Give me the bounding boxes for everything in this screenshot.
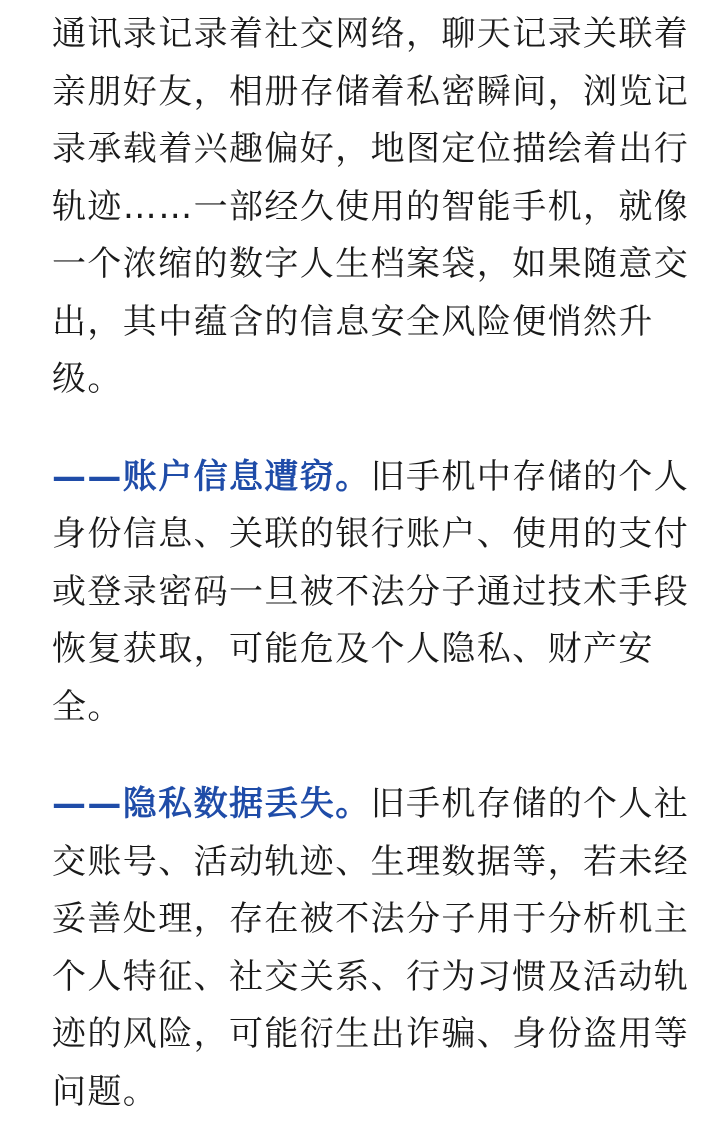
- text-line: 问题。: [52, 1064, 682, 1121]
- text-line: 交账号、活动轨迹、生理数据等，若未经: [52, 834, 682, 892]
- privacy-loss-paragraph: [52, 776, 682, 1121]
- text-line: [52, 449, 682, 507]
- account-theft-heading: ——账户信息遭窃。: [52, 457, 371, 497]
- text-fragment: 旧手机中存储的个人: [371, 457, 690, 497]
- intro-paragraph: [52, 6, 682, 409]
- text-fragment: 旧手机存储的个人社: [371, 784, 690, 824]
- text-line: 轨迹……一部经久使用的智能手机，就像: [52, 179, 682, 237]
- text-line: 一个浓缩的数字人生档案袋，如果随意交: [52, 236, 682, 294]
- text-line: 个人特征、社交关系、行为习惯及活动轨: [52, 949, 682, 1007]
- privacy-loss-heading: ——隐私数据丢失。: [52, 784, 371, 824]
- text-line: 迹的风险，可能衍生出诈骗、身份盗用等: [52, 1006, 682, 1064]
- text-line: 通讯录记录着社交网络，聊天记录关联着: [52, 6, 682, 64]
- text-line: 亲朋好友，相册存储着私密瞬间，浏览记: [52, 64, 682, 122]
- text-line: 妥善处理，存在被不法分子用于分析机主: [52, 891, 682, 949]
- text-line: 出，其中蕴含的信息安全风险便悄然升: [52, 294, 682, 352]
- text-line: [52, 776, 682, 834]
- account-theft-paragraph: [52, 449, 682, 737]
- text-line: 级。: [52, 351, 682, 409]
- article-body: [52, 6, 682, 1121]
- text-line: 身份信息、关联的银行账户、使用的支付: [52, 506, 682, 564]
- text-line: 恢复获取，可能危及个人隐私、财产安: [52, 621, 682, 679]
- text-line: 全。: [52, 679, 682, 737]
- text-line: 或登录密码一旦被不法分子通过技术手段: [52, 564, 682, 622]
- text-line: 录承载着兴趣偏好，地图定位描绘着出行: [52, 121, 682, 179]
